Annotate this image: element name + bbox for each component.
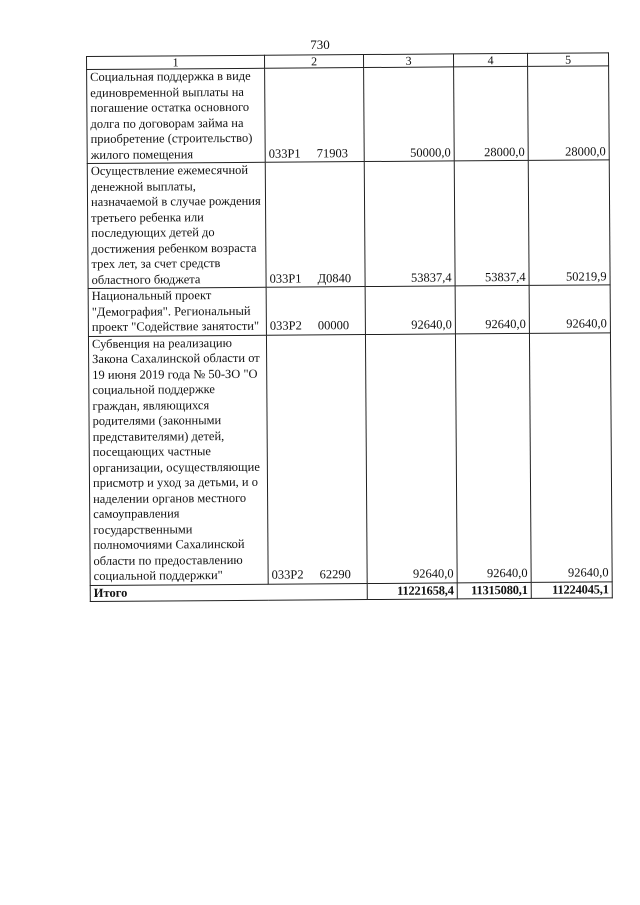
row-value-3: 53837,4 (364, 161, 455, 287)
total-label: Итого (90, 583, 367, 601)
table-row (87, 66, 610, 164)
table-row (87, 160, 610, 289)
total-value-4: 11315080,1 (457, 582, 531, 599)
total-row (90, 581, 612, 601)
column-header-2: 2 (264, 55, 363, 69)
code-item: 00000 (317, 318, 350, 333)
code-item: 62290 (319, 567, 351, 582)
code-item: 71903 (316, 145, 348, 160)
row-value-5: 50219,9 (528, 160, 610, 286)
row-name: Субвенция на реализацию Закона Сахалинской области от 19 июня 2019 года № 50-ЗО "О социальной поддержке граждан, являющихся родителями (законными представителями) детей, посещающих частные организации, осуществляющие присмотр и уход за детьми, и о наделении органов местного самоуправления государственными полномочиями Сахалинской области по предоставлению социальной поддержки" (88, 335, 268, 585)
row-code (266, 334, 367, 584)
code-section: 033Р1 (268, 146, 301, 161)
column-header-3: 3 (363, 54, 453, 68)
row-code (266, 287, 365, 335)
row-value-5: 92640,0 (529, 285, 610, 333)
row-value-4: 28000,0 (454, 66, 529, 161)
total-value-3: 11221658,4 (367, 582, 457, 599)
code-item: Д0840 (317, 270, 352, 285)
column-header-4: 4 (453, 53, 527, 67)
row-name: Социальная поддержка в виде единовременной выплаты на погашение остатка основного долга по договорам займа на приобретение (строительство) жилого помещения (87, 68, 266, 163)
page-number: 730 (310, 37, 330, 52)
column-header-5: 5 (527, 53, 608, 67)
code-section: 033Р1 (269, 271, 302, 286)
table-row (88, 285, 610, 336)
row-value-4: 92640,0 (455, 333, 531, 583)
row-name: Осуществление ежемесячной денежной выплаты, назначаемой в случае рождения третьего ребенка или последующих детей до достижения ребенком возраста трех лет, за счет средств областного бюджета (87, 162, 266, 288)
row-value-3: 92640,0 (365, 286, 455, 334)
row-value-4: 92640,0 (455, 285, 529, 333)
column-header-1: 1 (87, 55, 265, 69)
row-value-5: 28000,0 (528, 66, 610, 161)
table-row (88, 332, 612, 585)
row-value-5: 92640,0 (529, 332, 612, 582)
row-value-4: 53837,4 (454, 160, 529, 286)
row-value-3: 92640,0 (365, 333, 457, 583)
budget-table (86, 52, 613, 602)
row-name: Национальный проект "Демография". Региональный проект "Содействие занятости" (88, 287, 266, 336)
row-code (265, 162, 365, 288)
row-value-3: 50000,0 (364, 67, 455, 162)
code-section: 033Р2 (269, 318, 302, 333)
row-code (265, 68, 365, 163)
total-value-5: 11224045,1 (531, 581, 612, 598)
code-section: 033Р2 (271, 567, 304, 582)
